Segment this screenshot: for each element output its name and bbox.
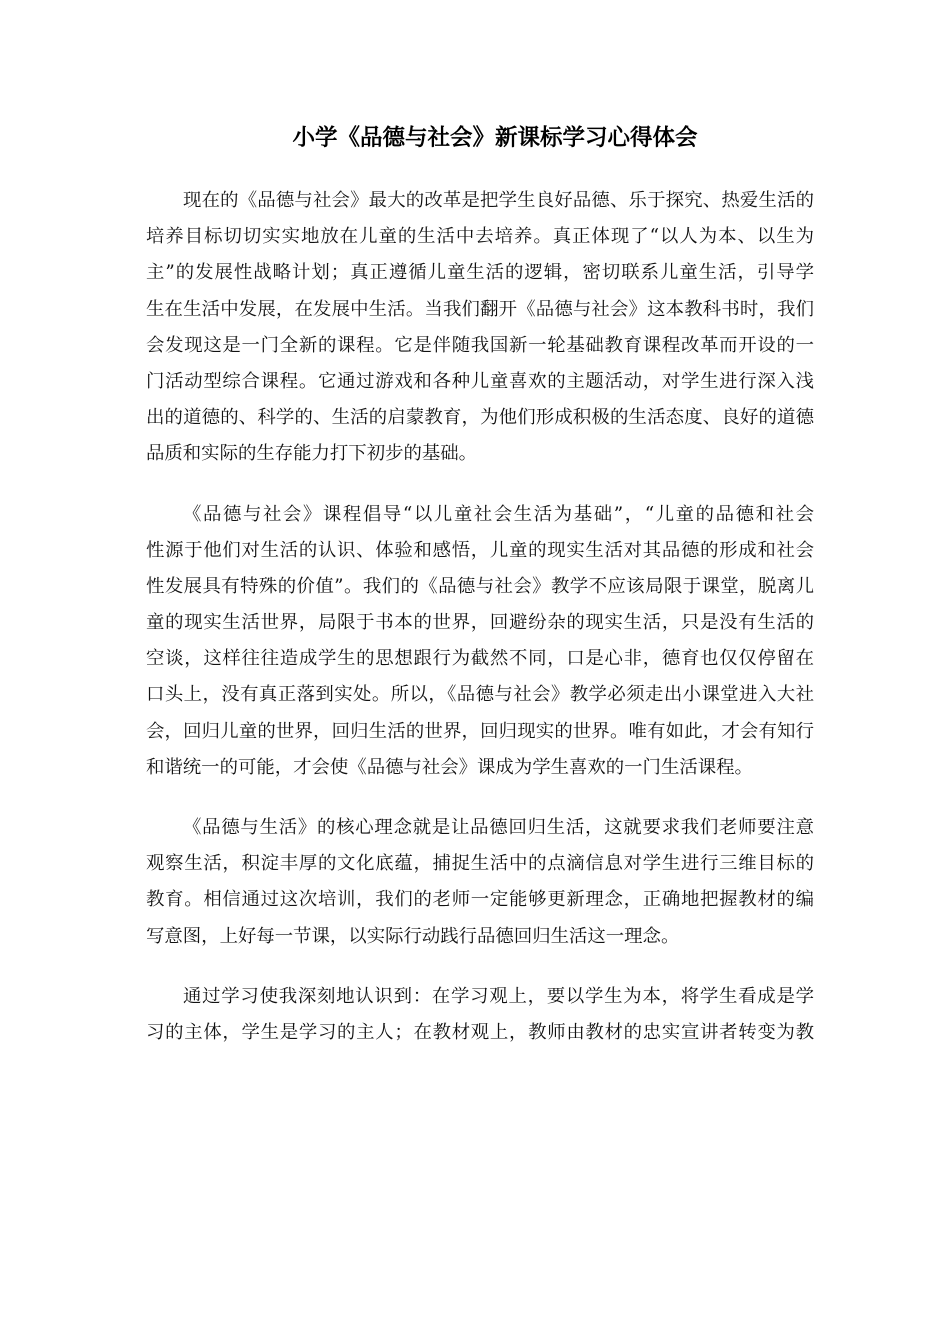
paragraph-line: 空谈，这样往往造成学生的思想跟行为截然不同，口是心非，德育也仅仅停留在 — [146, 648, 814, 670]
document-title: 小学《品德与社会》新课标学习心得体会 — [292, 125, 698, 151]
paragraph-line: 教育。相信通过这次培训，我们的老师一定能够更新理念，正确地把握教材的编 — [146, 889, 814, 911]
paragraph-line: 和谐统一的可能，才会使《品德与社会》课成为学生喜欢的一门生活课程。 — [146, 756, 753, 778]
paragraph-line: 《品德与社会》课程倡导“以儿童社会生活为基础”，“儿童的品德和社会 — [183, 503, 814, 525]
document-body — [146, 183, 814, 1075]
paragraph-line: 培养目标切切实实地放在儿童的生活中去培养。真正体现了“以人为本、以生为 — [146, 226, 814, 248]
paragraph-line: 现在的《品德与社会》最大的改革是把学生良好品德、乐于探究、热爱生活的 — [183, 190, 814, 211]
paragraph-line: 童的现实生活世界，局限于书本的世界，回避纷杂的现实生活，只是没有生活的 — [146, 612, 814, 634]
paragraph-line: 《品德与生活》的核心理念就是让品德回归生活，这就要求我们老师要注意 — [183, 817, 814, 838]
paragraph-line: 通过学习使我深刻地认识到：在学习观上，要以学生为本，将学生看成是学 — [183, 985, 814, 1007]
paragraph-line: 习的主体，学生是学习的主人；在教材观上，教师由教材的忠实宣讲者转变为教 — [146, 1021, 814, 1043]
paragraph-line: 出的道德的、科学的、生活的启蒙教育，为他们形成积极的生活态度、良好的道德 — [146, 407, 814, 429]
paragraph-line: 生在生活中发展，在发展中生活。当我们翻开《品德与社会》这本教科书时，我们 — [146, 298, 814, 320]
paragraph-line: 性源于他们对生活的认识、体验和感悟，儿童的现实生活对其品德的形成和社会 — [146, 539, 814, 561]
paragraph-1 — [146, 183, 814, 473]
paragraph-line: 品质和实际的生存能力打下初步的基础。 — [146, 443, 478, 465]
paragraph-line: 观察生活，积淀丰厚的文化底蕴，捕捉生活中的点滴信息对学生进行三维目标的 — [146, 853, 814, 875]
paragraph-2 — [146, 497, 814, 787]
paragraph-line: 会，回归儿童的世界，回归生活的世界，回归现实的世界。唯有如此，才会有知行 — [146, 720, 814, 742]
paragraph-4 — [146, 979, 814, 1051]
paragraph-3 — [146, 810, 814, 955]
paragraph-line: 门活动型综合课程。它通过游戏和各种儿童喜欢的主题活动，对学生进行深入浅 — [146, 370, 814, 392]
paragraph-line: 主”的发展性战略计划；真正遵循儿童生活的逻辑，密切联系儿童生活，引导学 — [146, 262, 814, 284]
paragraph-line: 性发展具有特殊的价值”。我们的《品德与社会》教学不应该局限于课堂，脱离儿 — [146, 575, 814, 597]
paragraph-line: 写意图，上好每一节课，以实际行动践行品德回归生活这一理念。 — [146, 925, 680, 947]
paragraph-line: 口头上，没有真正落到实处。所以，《品德与社会》教学必须走出小课堂进入大社 — [146, 684, 814, 706]
paragraph-line: 会发现这是一门全新的课程。它是伴随我国新一轮基础教育课程改革而开设的一 — [146, 334, 814, 356]
